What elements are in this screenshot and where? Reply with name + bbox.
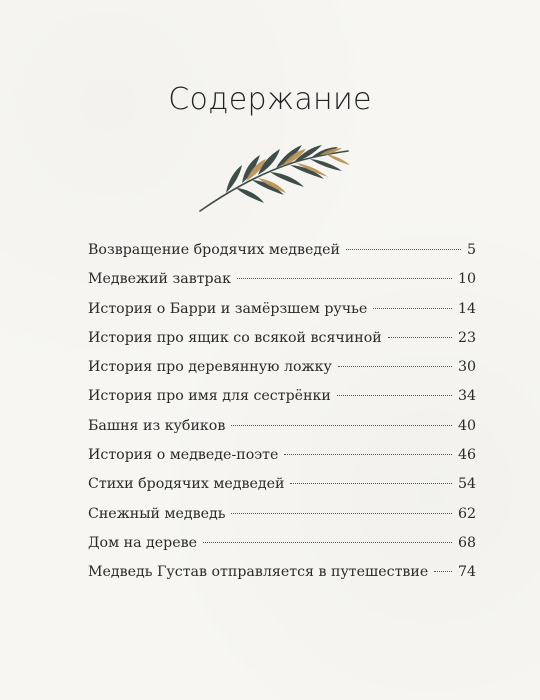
toc-entry-title: Дом на дереве xyxy=(88,534,198,551)
toc-entry-page: 30 xyxy=(457,359,476,376)
toc-entry[interactable] xyxy=(88,470,476,499)
dot-leader xyxy=(337,395,452,396)
toc-entry[interactable] xyxy=(88,382,476,411)
toc-entry-page: 68 xyxy=(457,534,476,551)
toc-entry[interactable] xyxy=(88,412,476,441)
toc-entry[interactable] xyxy=(88,500,476,529)
dot-leader xyxy=(346,249,461,250)
toc-entry-title: История про деревянную ложку xyxy=(88,359,332,376)
toc-entry[interactable] xyxy=(88,441,476,470)
toc-entry-title: Медвежий завтрак xyxy=(88,271,231,288)
toc-entry-title: История о медведе-поэте xyxy=(88,447,279,464)
dot-leader xyxy=(434,571,452,572)
toc-entry-page: 54 xyxy=(457,476,476,493)
toc-entry-page: 74 xyxy=(457,564,476,581)
toc-entry-page: 46 xyxy=(457,447,476,464)
toc-entry-page: 5 xyxy=(466,242,476,258)
dot-leader xyxy=(284,454,452,455)
toc-entry-title: Медведь Густав отправляется в путешествие xyxy=(88,564,429,581)
toc-entry-title: Башня из кубиков xyxy=(88,417,226,434)
toc-entry[interactable] xyxy=(88,265,476,294)
dot-leader xyxy=(290,483,451,484)
toc-entry-title: История о Барри и замёрзшем ручье xyxy=(88,300,368,317)
toc-entry-page: 34 xyxy=(457,388,476,405)
dot-leader xyxy=(231,513,451,514)
page-title: Содержание xyxy=(168,82,372,117)
leaf-sprig-icon xyxy=(196,135,356,215)
toc-entry-title: История про ящик со всякой всячиной xyxy=(88,329,382,346)
toc-entry-title: Возвращение бродячих медведей xyxy=(88,242,340,258)
toc-entry[interactable] xyxy=(88,324,476,353)
dot-leader xyxy=(231,425,452,426)
dot-leader xyxy=(388,337,452,338)
toc-entry-title: История про имя для сестрёнки xyxy=(88,388,331,405)
dot-leader xyxy=(203,542,452,543)
table-of-contents xyxy=(88,236,476,588)
toc-entry-page: 23 xyxy=(457,329,476,346)
toc-entry[interactable] xyxy=(88,529,476,558)
toc-entry-title: Снежный медведь xyxy=(88,505,226,522)
toc-entry[interactable] xyxy=(88,558,476,587)
toc-entry-page: 40 xyxy=(457,417,476,434)
toc-entry-page: 62 xyxy=(457,505,476,522)
toc-entry[interactable] xyxy=(88,295,476,324)
dot-leader xyxy=(237,278,452,279)
toc-entry-page: 14 xyxy=(457,300,476,317)
dot-leader xyxy=(338,366,452,367)
toc-entry[interactable] xyxy=(88,353,476,382)
toc-entry[interactable] xyxy=(88,236,476,265)
toc-entry-page: 10 xyxy=(457,271,476,288)
dot-leader xyxy=(373,308,452,309)
toc-entry-title: Стихи бродячих медведей xyxy=(88,476,285,493)
